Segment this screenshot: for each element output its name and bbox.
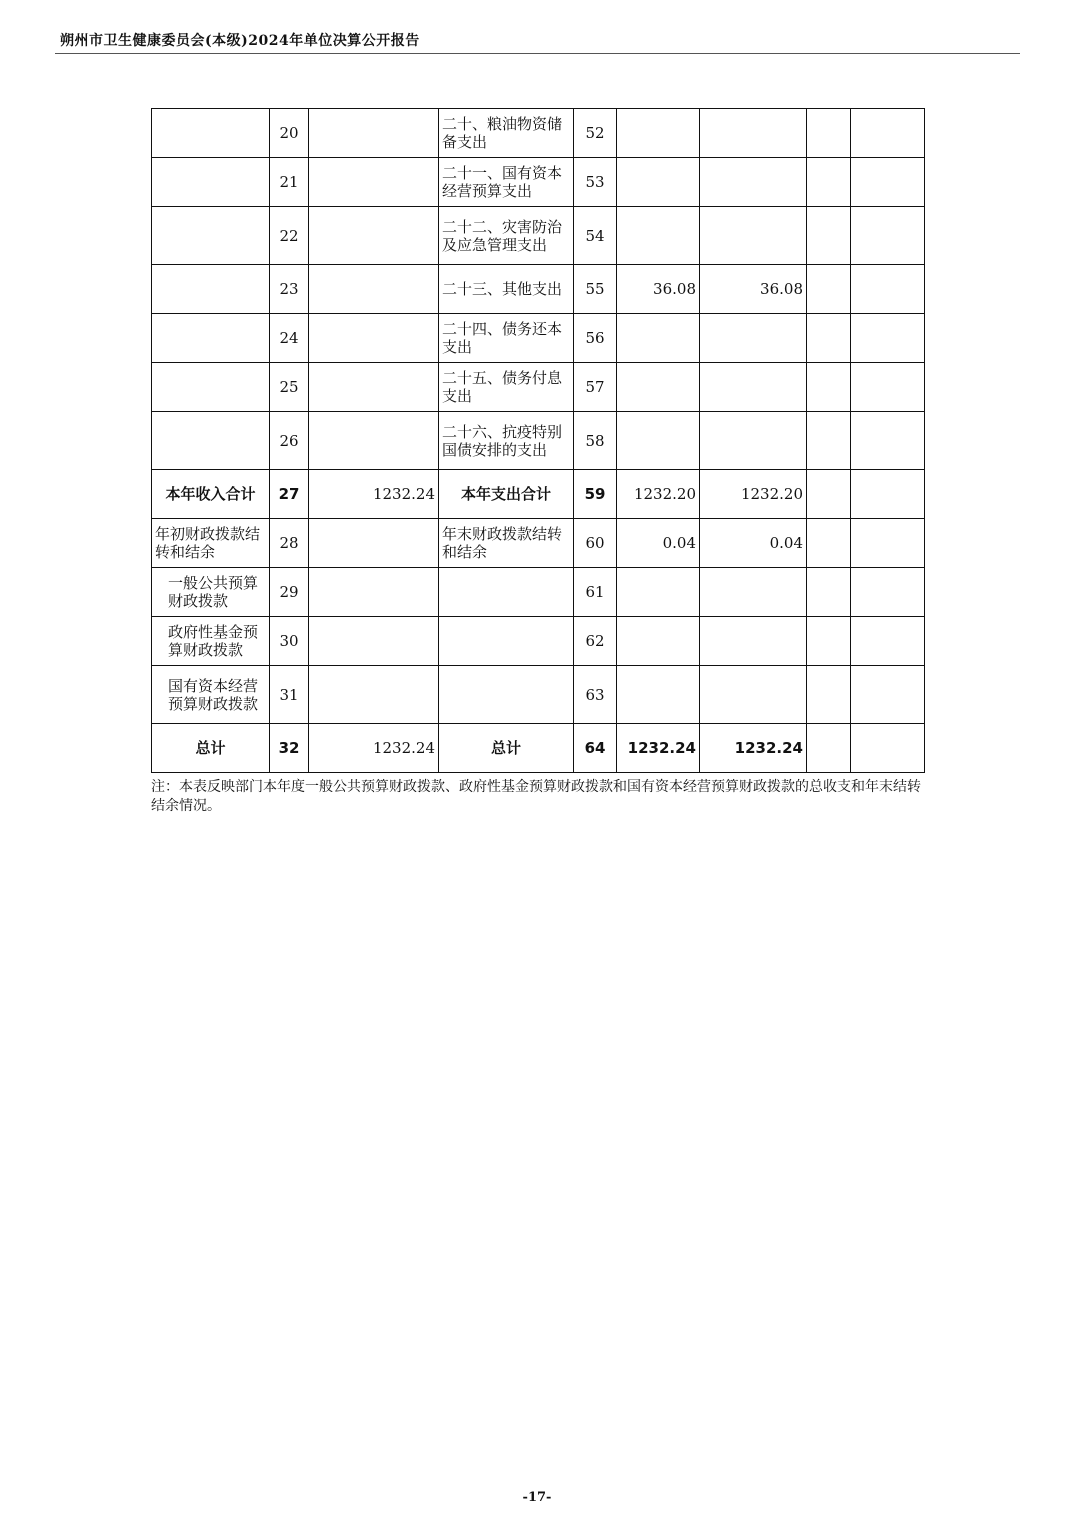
- income-amount: [309, 158, 439, 207]
- expense-state-capital: [851, 568, 925, 617]
- income-item-cell: [152, 109, 270, 158]
- expense-state-capital: [851, 412, 925, 470]
- expense-gov-fund: [807, 109, 851, 158]
- expense-general-budget: [700, 617, 807, 666]
- income-amount: [309, 666, 439, 724]
- expense-item-cell: [439, 617, 574, 666]
- expense-general-budget: 0.04: [700, 519, 807, 568]
- expense-line-no: 57: [574, 363, 617, 412]
- page-number: -17-: [522, 1490, 552, 1505]
- income-line-no: 30: [270, 617, 309, 666]
- expense-general-budget: 1232.24: [700, 724, 807, 773]
- expense-total: 0.04: [617, 519, 700, 568]
- table-row: [152, 314, 925, 363]
- expense-line-no: 56: [574, 314, 617, 363]
- expense-total: [617, 666, 700, 724]
- expense-line-no: 61: [574, 568, 617, 617]
- expense-total: [617, 363, 700, 412]
- expense-gov-fund: [807, 265, 851, 314]
- expense-line-no: 59: [574, 470, 617, 519]
- expense-state-capital: [851, 724, 925, 773]
- expense-gov-fund: [807, 617, 851, 666]
- expense-grand-total-label: 总计: [439, 724, 574, 773]
- income-line-no: 21: [270, 158, 309, 207]
- expense-item-cell: 二十五、债务付息支出: [439, 363, 574, 412]
- income-amount: [309, 617, 439, 666]
- expense-general-budget: [700, 666, 807, 724]
- income-line-no: 25: [270, 363, 309, 412]
- income-amount: [309, 265, 439, 314]
- expense-general-budget: [700, 158, 807, 207]
- table-row: [152, 158, 925, 207]
- table-row: [152, 666, 925, 724]
- expense-total: [617, 109, 700, 158]
- expense-general-budget: [700, 109, 807, 158]
- report-header-title: 朔州市卫生健康委员会(本级)2024年单位决算公开报告: [60, 33, 420, 49]
- income-line-no: 32: [270, 724, 309, 773]
- expense-gov-fund: [807, 519, 851, 568]
- expense-general-budget: [700, 568, 807, 617]
- expense-line-no: 54: [574, 207, 617, 265]
- income-item-cell: 政府性基金预算财政拨款: [152, 617, 270, 666]
- expense-state-capital: [851, 207, 925, 265]
- expense-state-capital: [851, 109, 925, 158]
- expense-total: [617, 314, 700, 363]
- expense-general-budget: 1232.20: [700, 470, 807, 519]
- expense-total: [617, 207, 700, 265]
- expense-line-no: 55: [574, 265, 617, 314]
- table-row: [152, 617, 925, 666]
- income-line-no: 26: [270, 412, 309, 470]
- income-line-no: 24: [270, 314, 309, 363]
- income-item-cell: [152, 158, 270, 207]
- income-item-cell: [152, 314, 270, 363]
- expense-line-no: 63: [574, 666, 617, 724]
- expense-state-capital: [851, 314, 925, 363]
- income-grand-total-label: 总计: [152, 724, 270, 773]
- income-item-cell: [152, 412, 270, 470]
- expense-gov-fund: [807, 412, 851, 470]
- table-footnote: 注：本表反映部门本年度一般公共预算财政拨款、政府性基金预算财政拨款和国有资本经营预算财政拨款的总收支和年末结转结余情况。: [151, 779, 921, 814]
- fiscal-appropriation-table: [151, 108, 925, 773]
- income-item-cell: [152, 363, 270, 412]
- expense-total: [617, 568, 700, 617]
- expense-gov-fund: [807, 158, 851, 207]
- income-amount: 1232.24: [309, 470, 439, 519]
- expense-state-capital: [851, 666, 925, 724]
- income-amount: [309, 109, 439, 158]
- expense-state-capital: [851, 617, 925, 666]
- expense-item-cell: 二十六、抗疫特别国债安排的支出: [439, 412, 574, 470]
- header-divider: [55, 53, 1020, 54]
- expense-item-cell: [439, 568, 574, 617]
- expense-general-budget: [700, 412, 807, 470]
- expense-general-budget: [700, 314, 807, 363]
- income-subtotal-label: 本年收入合计: [152, 470, 270, 519]
- expense-line-no: 53: [574, 158, 617, 207]
- expense-total: [617, 412, 700, 470]
- expense-general-budget: [700, 363, 807, 412]
- expense-general-budget: 36.08: [700, 265, 807, 314]
- table-row: [152, 265, 925, 314]
- income-amount: [309, 412, 439, 470]
- income-item-cell: 国有资本经营预算财政拨款: [152, 666, 270, 724]
- expense-item-cell: 二十四、债务还本支出: [439, 314, 574, 363]
- expense-item-cell: 二十三、其他支出: [439, 265, 574, 314]
- income-line-no: 27: [270, 470, 309, 519]
- expense-total: 1232.20: [617, 470, 700, 519]
- income-line-no: 23: [270, 265, 309, 314]
- income-amount: [309, 519, 439, 568]
- income-amount: [309, 363, 439, 412]
- expense-item-cell: 年末财政拨款结转和结余: [439, 519, 574, 568]
- expense-gov-fund: [807, 207, 851, 265]
- table-row: [152, 412, 925, 470]
- expense-item-cell: 二十二、灾害防治及应急管理支出: [439, 207, 574, 265]
- expense-item-cell: [439, 666, 574, 724]
- income-item-cell: 一般公共预算财政拨款: [152, 568, 270, 617]
- income-item-cell: [152, 265, 270, 314]
- income-line-no: 31: [270, 666, 309, 724]
- income-amount: [309, 568, 439, 617]
- income-line-no: 20: [270, 109, 309, 158]
- expense-gov-fund: [807, 666, 851, 724]
- expense-line-no: 58: [574, 412, 617, 470]
- expense-state-capital: [851, 519, 925, 568]
- table-row: [152, 363, 925, 412]
- expense-total: [617, 158, 700, 207]
- income-item-cell: 年初财政拨款结转和结余: [152, 519, 270, 568]
- income-line-no: 22: [270, 207, 309, 265]
- expense-line-no: 62: [574, 617, 617, 666]
- expense-gov-fund: [807, 724, 851, 773]
- expense-general-budget: [700, 207, 807, 265]
- expense-total: 36.08: [617, 265, 700, 314]
- table-row-subtotal: [152, 470, 925, 519]
- income-line-no: 28: [270, 519, 309, 568]
- expense-item-cell: 二十一、国有资本经营预算支出: [439, 158, 574, 207]
- table-row: [152, 207, 925, 265]
- expense-gov-fund: [807, 314, 851, 363]
- expense-state-capital: [851, 363, 925, 412]
- income-item-cell: [152, 207, 270, 265]
- expense-line-no: 60: [574, 519, 617, 568]
- income-amount: [309, 314, 439, 363]
- expense-line-no: 52: [574, 109, 617, 158]
- expense-gov-fund: [807, 568, 851, 617]
- expense-line-no: 64: [574, 724, 617, 773]
- table-row: [152, 568, 925, 617]
- income-amount: 1232.24: [309, 724, 439, 773]
- expense-state-capital: [851, 470, 925, 519]
- expense-gov-fund: [807, 470, 851, 519]
- table-row: [152, 109, 925, 158]
- expense-state-capital: [851, 265, 925, 314]
- expense-item-cell: 二十、粮油物资储备支出: [439, 109, 574, 158]
- expense-gov-fund: [807, 363, 851, 412]
- income-amount: [309, 207, 439, 265]
- expense-total: 1232.24: [617, 724, 700, 773]
- table-row-total: [152, 724, 925, 773]
- table-row: [152, 519, 925, 568]
- income-line-no: 29: [270, 568, 309, 617]
- expense-subtotal-label: 本年支出合计: [439, 470, 574, 519]
- expense-total: [617, 617, 700, 666]
- expense-state-capital: [851, 158, 925, 207]
